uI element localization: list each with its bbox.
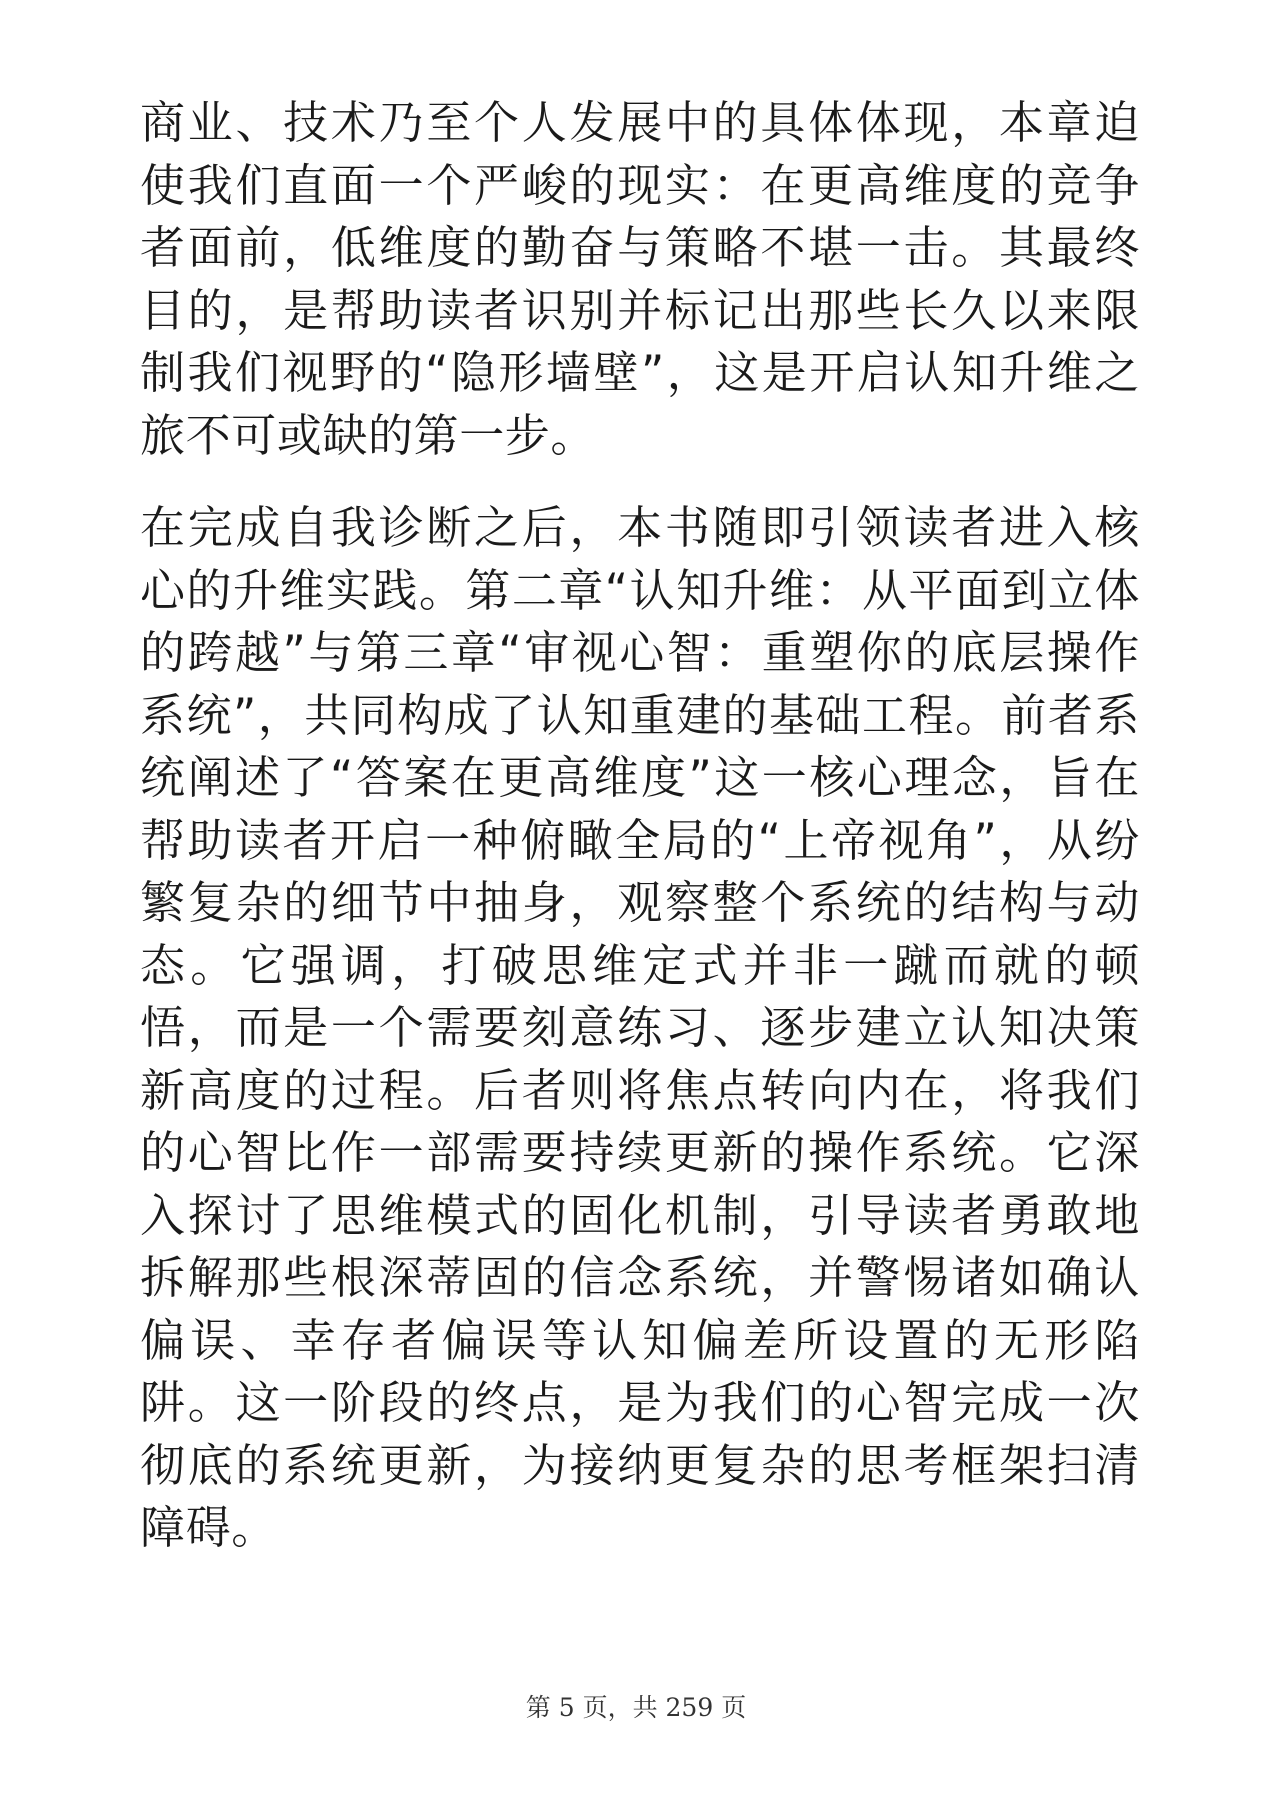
body-paragraph: 在完成自我诊断之后，本书随即引领读者进入核心的升维实践。第二章“认知升维：从平面到立体的跨越”与第三章“审视心智：重塑你的底层操作系统”，共同构成了认知重建的基础工程。前者系统阐述了“答案在更高维度”这一核心理念，旨在帮助读者开启一种俯瞰全局的“上帝视角”，从纷繁复杂的细节中抽身，观察整个系统的结构与动态。它强调，打破思维定式并非一蹴而就的顿悟，而是一个需要刻意练习、逐步建立认知决策新高度的过程。后者则将焦点转向内在，将我们的心智比作一部需要持续更新的操作系统。它深入探讨了思维模式的固化机制，引导读者勇敢地拆解那些根深蒂固的信念系统，并警惕诸如确认偏误、幸存者偏误等认知偏差所设置的无形陷阱。这一阶段的终点，是为我们的心智完成一次彻底的系统更新，为接纳更复杂的思考框架扫清障碍。 xyxy=(140,501,1140,1554)
page-number: 第 5 页，共 259 页 xyxy=(525,1693,747,1722)
page-body xyxy=(140,92,1140,1560)
body-paragraph: 商业、技术乃至个人发展中的具体体现，本章迫使我们直面一个严峻的现实：在更高维度的竞争者面前，低维度的勤奋与策略不堪一击。其最终目的，是帮助读者识别并标记出那些长久以来限制我们视野的“隐形墙壁”，这是开启认知升维之旅不可或缺的第一步。 xyxy=(140,96,1140,462)
